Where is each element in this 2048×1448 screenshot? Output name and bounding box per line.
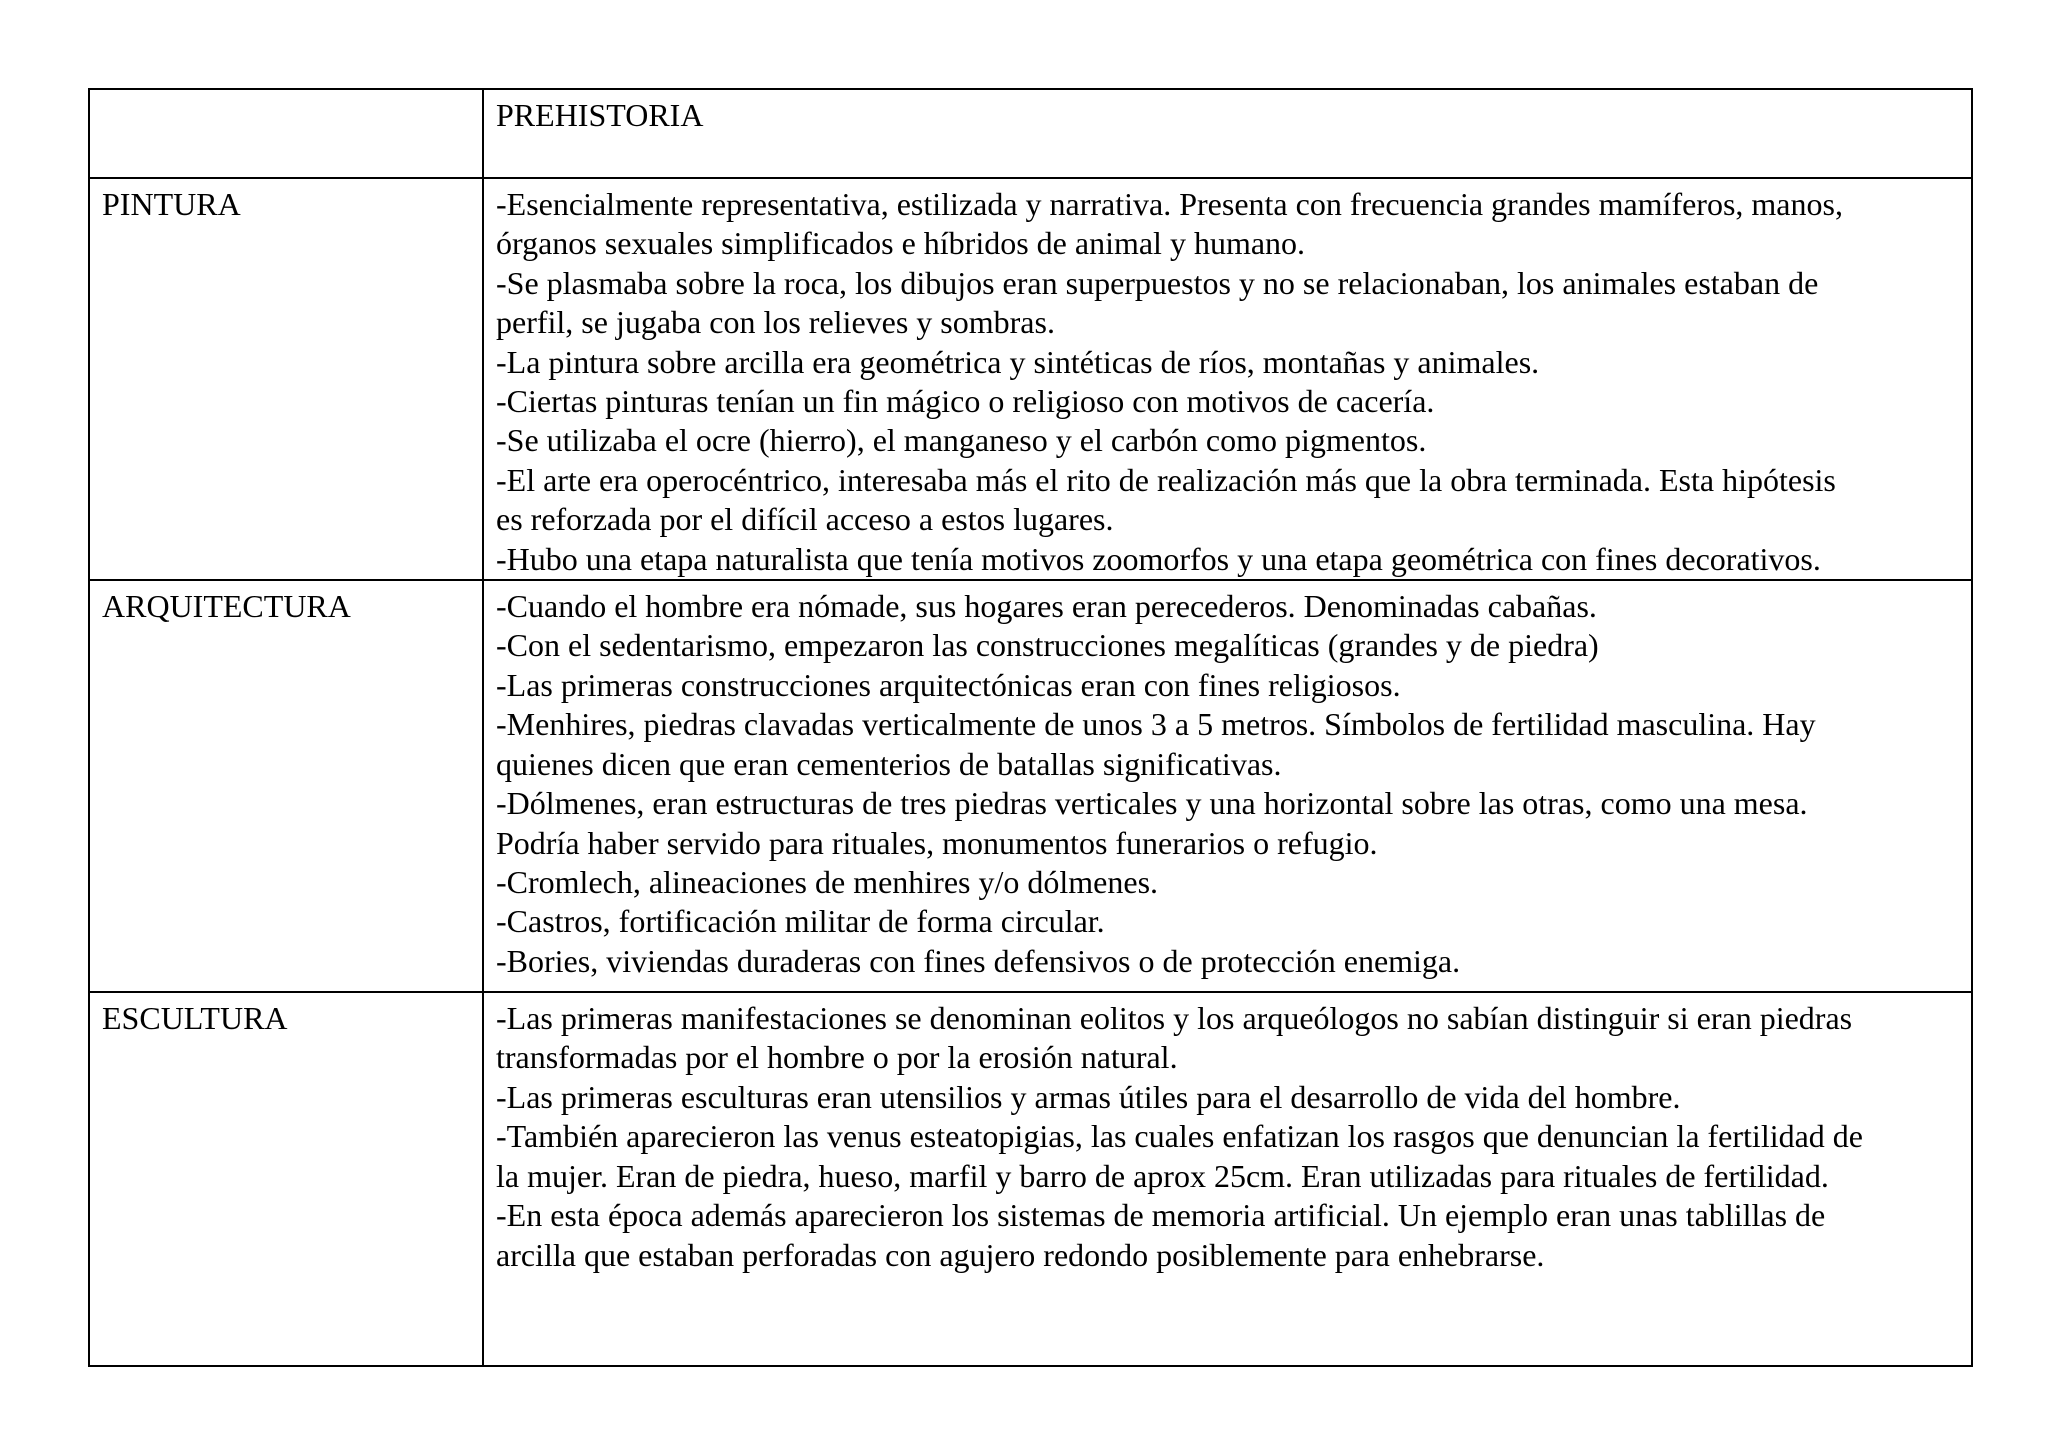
table-header-row [89, 89, 1972, 178]
content-line: -Las primeras construcciones arquitectónicas eran con fines religiosos. [496, 666, 1401, 703]
content-line: -Esencialmente representativa, estilizada y narrativa. Presenta con frecuencia grandes mamíferos, manos, [496, 186, 1843, 222]
content-line: transformadas por el hombre o por la erosión natural. [496, 1039, 1178, 1076]
content-line: -Cromlech, alineaciones de menhires y/o dólmenes. [496, 863, 1159, 900]
content-line: -Hubo una etapa naturalista que tenía motivos zoomorfos y una etapa geométrica con fines decorativos. [496, 540, 1821, 577]
content-line: perfil, se jugaba con los relieves y sombras. [496, 304, 1055, 341]
content-line: -Menhires, piedras clavadas verticalmente de unos 3 a 5 metros. Símbolos de fertilidad masculina. Hay [496, 706, 1816, 743]
table-row-pintura [89, 178, 1972, 580]
content-line: -Las primeras esculturas eran utensilios y armas útiles para el desarrollo de vida del hombre. [496, 1078, 1681, 1115]
content-line: -Las primeras manifestaciones se denominan eolitos y los arqueólogos no sabían distinguir si eran piedras [496, 1000, 1853, 1037]
table-row-arquitectura [89, 580, 1972, 992]
row-label-arquitectura: ARQUITECTURA [89, 580, 483, 992]
header-empty-cell [89, 89, 483, 178]
content-line: -Se plasmaba sobre la roca, los dibujos eran superpuestos y no se relacionaban, los animales estaban de [496, 264, 1819, 301]
table-row-escultura [89, 992, 1972, 1366]
content-line: -El arte era operocéntrico, interesaba más el rito de realización más que la obra terminada. Esta hipótesis [496, 461, 1836, 498]
header-title-cell: PREHISTORIA [483, 89, 1972, 178]
content-line: Podría haber servido para rituales, monumentos funerarios o refugio. [496, 824, 1378, 861]
content-line: -Con el sedentarismo, empezaron las construcciones megalíticas (grandes y de piedra) [496, 627, 1599, 664]
content-line: -Ciertas pinturas tenían un fin mágico o religioso con motivos de cacería. [496, 383, 1435, 420]
row-label-escultura: ESCULTURA [89, 992, 483, 1366]
content-line: -Se utilizaba el ocre (hierro), el manganeso y el carbón como pigmentos. [496, 422, 1427, 459]
content-line: la mujer. Eran de piedra, hueso, marfil y barro de aprox 25cm. Eran utilizadas para rituales de fertilidad. [496, 1157, 1829, 1194]
content-line: -Dólmenes, eran estructuras de tres piedras verticales y una horizontal sobre las otras, como una mesa. [496, 785, 1808, 822]
row-content-escultura [483, 992, 1972, 1366]
content-line: quienes dicen que eran cementerios de batallas significativas. [496, 745, 1282, 782]
content-line: -La pintura sobre arcilla era geométrica y sintéticas de ríos, montañas y animales. [496, 343, 1540, 380]
content-line: es reforzada por el difícil acceso a estos lugares. [496, 501, 1114, 538]
content-line: -Castros, fortificación militar de forma circular. [496, 903, 1105, 940]
content-line: -También aparecieron las venus esteatopigias, las cuales enfatizan los rasgos que denuncian la fertilidad de [496, 1118, 1863, 1155]
content-line: -Bories, viviendas duraderas con fines defensivos o de protección enemiga. [496, 942, 1461, 979]
row-content-arquitectura [483, 580, 1972, 992]
content-line: órganos sexuales simplificados e híbridos de animal y humano. [496, 225, 1306, 262]
comparison-table [88, 88, 1973, 1367]
row-content-pintura [483, 178, 1972, 580]
content-line: -En esta época además aparecieron los sistemas de memoria artificial. Un ejemplo eran unas tablillas de [496, 1197, 1826, 1234]
content-line: arcilla que estaban perforadas con agujero redondo posiblemente para enhebrarse. [496, 1236, 1545, 1273]
row-label-pintura: PINTURA [89, 178, 483, 580]
content-line: -Cuando el hombre era nómade, sus hogares eran perecederos. Denominadas cabañas. [496, 588, 1597, 625]
